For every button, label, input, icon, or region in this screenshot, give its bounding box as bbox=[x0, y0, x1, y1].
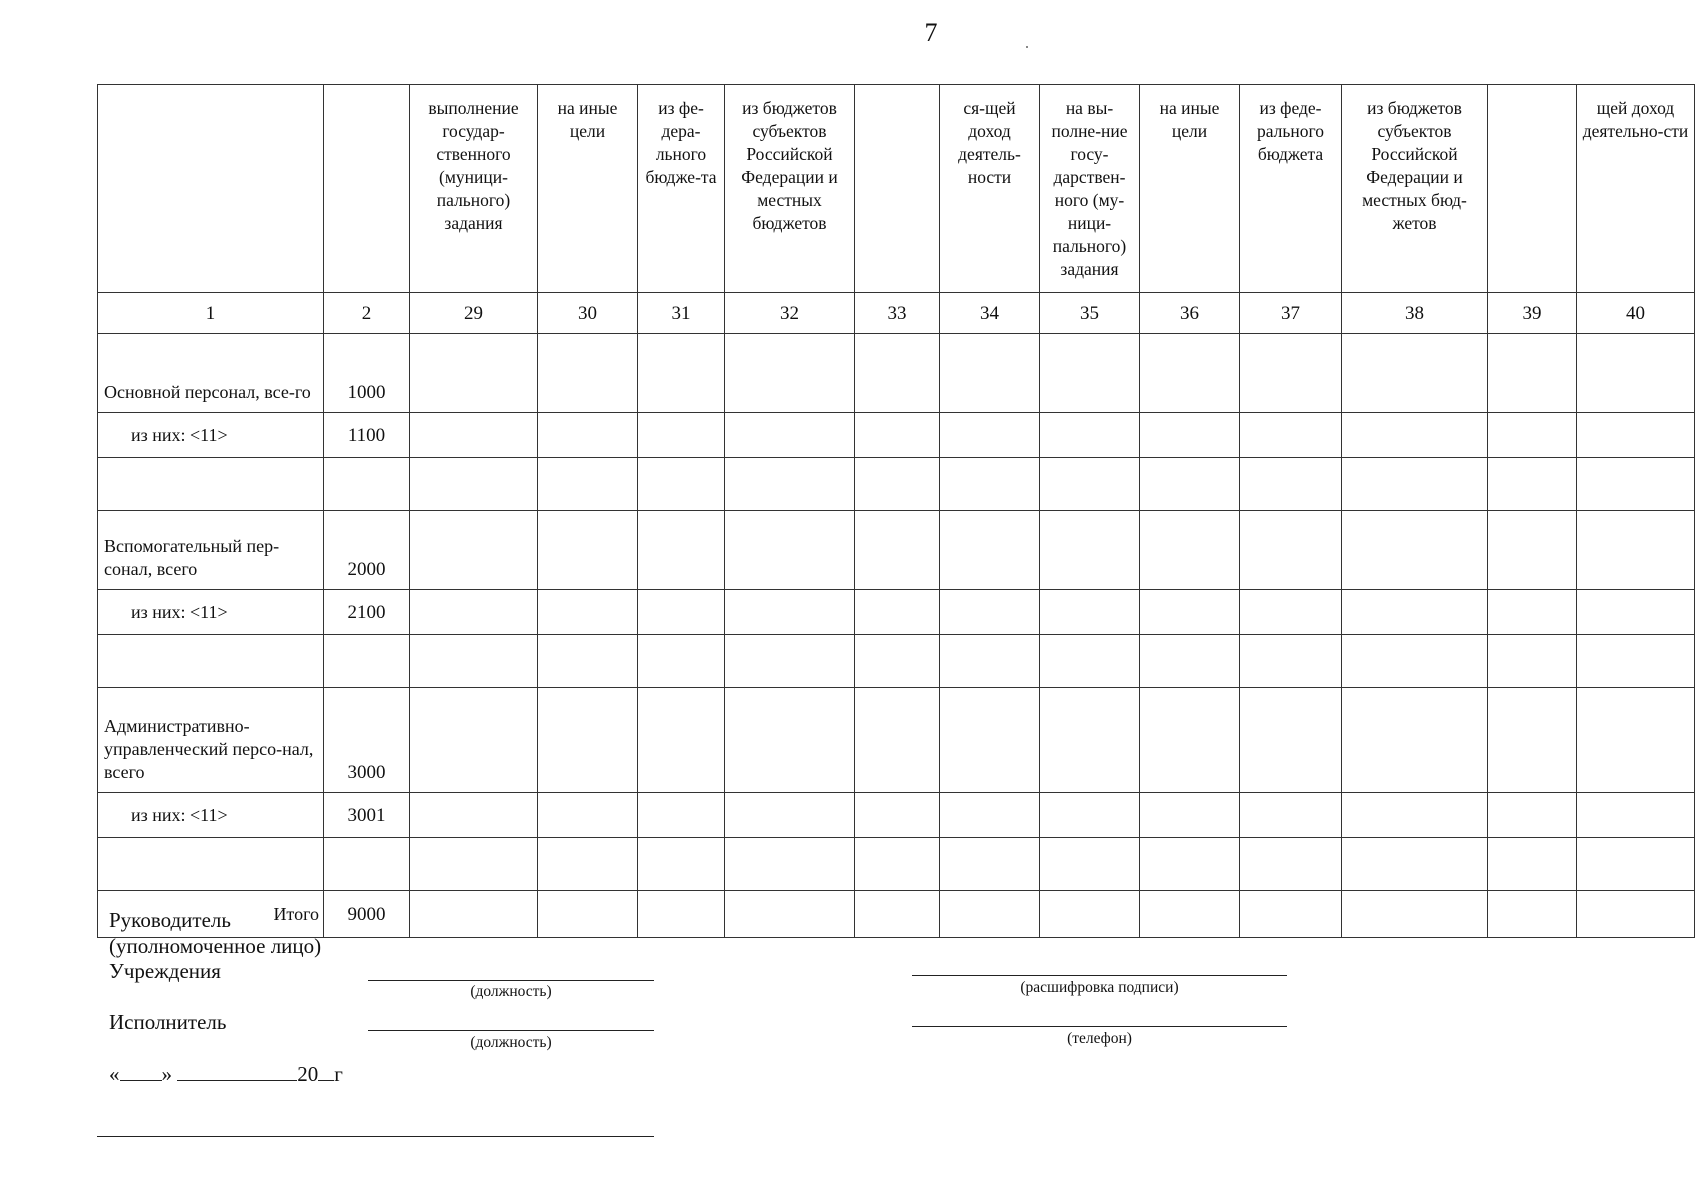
table-cell[interactable] bbox=[855, 635, 940, 688]
row-label bbox=[98, 838, 324, 891]
header-cell: выполнение государ-ственного (муници-пального) задания bbox=[410, 85, 538, 293]
table-cell[interactable] bbox=[1577, 413, 1695, 458]
table-cell[interactable] bbox=[638, 891, 725, 938]
table-cell[interactable] bbox=[1577, 511, 1695, 590]
table-cell[interactable] bbox=[410, 334, 538, 413]
table-cell[interactable] bbox=[1040, 793, 1140, 838]
table-cell[interactable] bbox=[410, 511, 538, 590]
row-label bbox=[98, 635, 324, 688]
header-cell bbox=[1488, 85, 1577, 293]
table-cell[interactable] bbox=[1577, 334, 1695, 413]
table-cell[interactable] bbox=[1140, 458, 1240, 511]
row-code: 3000 bbox=[324, 688, 410, 793]
table-cell[interactable] bbox=[1488, 590, 1577, 635]
column-number: 39 bbox=[1488, 293, 1577, 334]
header-cell: щей доход деятельно-сти bbox=[1577, 85, 1695, 293]
table-row bbox=[98, 413, 1695, 458]
row-label: из них: <11> bbox=[98, 590, 324, 635]
column-number: 34 bbox=[940, 293, 1040, 334]
table-cell[interactable] bbox=[1240, 688, 1342, 793]
table-cell[interactable] bbox=[1488, 891, 1577, 938]
position-signature-line[interactable] bbox=[368, 980, 654, 981]
table-cell[interactable] bbox=[1488, 635, 1577, 688]
table-cell[interactable] bbox=[1577, 688, 1695, 793]
table-cell[interactable] bbox=[940, 891, 1040, 938]
table-cell[interactable] bbox=[1240, 590, 1342, 635]
table-cell[interactable] bbox=[725, 511, 855, 590]
table-cell[interactable] bbox=[538, 793, 638, 838]
table-cell[interactable] bbox=[1140, 838, 1240, 891]
signature-decoding-line[interactable] bbox=[912, 975, 1287, 976]
table-cell[interactable] bbox=[538, 413, 638, 458]
table-cell[interactable] bbox=[1140, 891, 1240, 938]
column-number: 2 bbox=[324, 293, 410, 334]
table-cell[interactable] bbox=[1240, 793, 1342, 838]
table-cell[interactable] bbox=[1240, 458, 1342, 511]
table-cell[interactable] bbox=[1488, 458, 1577, 511]
total-label: Итого bbox=[98, 891, 324, 938]
row-code bbox=[324, 838, 410, 891]
table-cell[interactable] bbox=[725, 590, 855, 635]
table-cell[interactable] bbox=[940, 590, 1040, 635]
table-row bbox=[98, 688, 1695, 793]
row-label: Основной персонал, все-го bbox=[98, 334, 324, 413]
table-cell[interactable] bbox=[1488, 413, 1577, 458]
table-cell[interactable] bbox=[940, 511, 1040, 590]
row-code: 1000 bbox=[324, 334, 410, 413]
day-blank[interactable] bbox=[120, 1062, 162, 1081]
row-label: Административно-управленческий персо-нал, всего bbox=[98, 688, 324, 793]
page-number: 7 bbox=[924, 18, 938, 47]
table-row bbox=[98, 838, 1695, 891]
header-cell: из бюджетов субъектов Российской Федерации и местных бюджетов bbox=[725, 85, 855, 293]
bottom-rule bbox=[97, 1136, 654, 1137]
header-cell: из феде-рального бюджета bbox=[1240, 85, 1342, 293]
table-cell[interactable] bbox=[855, 334, 940, 413]
row-label: из них: <11> bbox=[98, 413, 324, 458]
row-code: 3001 bbox=[324, 793, 410, 838]
column-number: 37 bbox=[1240, 293, 1342, 334]
table-cell[interactable] bbox=[1488, 334, 1577, 413]
table-cell[interactable] bbox=[855, 590, 940, 635]
table-cell[interactable] bbox=[638, 413, 725, 458]
table-cell[interactable] bbox=[538, 688, 638, 793]
table-cell[interactable] bbox=[940, 458, 1040, 511]
table-cell[interactable] bbox=[1577, 458, 1695, 511]
table-cell[interactable] bbox=[855, 838, 940, 891]
scan-speck bbox=[1026, 46, 1028, 48]
executor-position-caption: (должность) bbox=[470, 1034, 552, 1051]
table-cell[interactable] bbox=[725, 891, 855, 938]
table-cell[interactable] bbox=[1140, 413, 1240, 458]
head-label-line3: Учреждения bbox=[109, 959, 221, 983]
table-cell[interactable] bbox=[638, 793, 725, 838]
table-cell[interactable] bbox=[1140, 635, 1240, 688]
table-row bbox=[98, 334, 1695, 413]
table-cell[interactable] bbox=[1040, 838, 1140, 891]
month-blank[interactable] bbox=[177, 1062, 297, 1081]
table-cell[interactable] bbox=[1040, 688, 1140, 793]
head-label-line1: Руководитель bbox=[109, 908, 231, 932]
table-cell[interactable] bbox=[410, 793, 538, 838]
date-open-quote: « bbox=[109, 1062, 120, 1086]
header-cell: из бюджетов субъектов Российской Федерации и местных бюд-жетов bbox=[1342, 85, 1488, 293]
table-cell[interactable] bbox=[1488, 511, 1577, 590]
table-cell[interactable] bbox=[1040, 891, 1140, 938]
table-row bbox=[98, 793, 1695, 838]
table-cell[interactable] bbox=[1040, 334, 1140, 413]
table-row bbox=[98, 458, 1695, 511]
column-number: 36 bbox=[1140, 293, 1240, 334]
table-cell[interactable] bbox=[725, 688, 855, 793]
column-number-row bbox=[98, 293, 1695, 334]
table-cell[interactable] bbox=[638, 458, 725, 511]
table-cell[interactable] bbox=[1140, 793, 1240, 838]
table-row bbox=[98, 590, 1695, 635]
total-row bbox=[98, 891, 1695, 938]
table-cell[interactable] bbox=[1488, 838, 1577, 891]
table-cell[interactable] bbox=[1240, 511, 1342, 590]
table-cell[interactable] bbox=[638, 838, 725, 891]
table-cell[interactable] bbox=[1140, 590, 1240, 635]
table-cell[interactable] bbox=[538, 511, 638, 590]
column-number: 32 bbox=[725, 293, 855, 334]
table-cell[interactable] bbox=[1040, 635, 1140, 688]
table-cell[interactable] bbox=[1240, 334, 1342, 413]
table-cell[interactable] bbox=[855, 413, 940, 458]
table-cell[interactable] bbox=[725, 793, 855, 838]
table-cell[interactable] bbox=[940, 635, 1040, 688]
header-cell: ся-щей доход деятель-ности bbox=[940, 85, 1040, 293]
table-cell[interactable] bbox=[538, 635, 638, 688]
row-label: Вспомогательный пер-сонал, всего bbox=[98, 511, 324, 590]
table-cell[interactable] bbox=[1040, 458, 1140, 511]
table-cell[interactable] bbox=[1488, 793, 1577, 838]
table-cell[interactable] bbox=[410, 688, 538, 793]
table-cell[interactable] bbox=[940, 838, 1040, 891]
table-cell[interactable] bbox=[410, 458, 538, 511]
date-field[interactable] bbox=[109, 1062, 343, 1087]
signature-decoding-caption: (расшифровка подписи) bbox=[1020, 979, 1179, 996]
row-code bbox=[324, 635, 410, 688]
table-cell[interactable] bbox=[725, 413, 855, 458]
table-cell[interactable] bbox=[1577, 891, 1695, 938]
header-cell bbox=[98, 85, 324, 293]
table-cell[interactable] bbox=[1577, 635, 1695, 688]
table-cell[interactable] bbox=[538, 590, 638, 635]
table-cell[interactable] bbox=[1577, 793, 1695, 838]
table-cell[interactable] bbox=[1342, 413, 1488, 458]
table-cell[interactable] bbox=[1240, 891, 1342, 938]
table-cell[interactable] bbox=[855, 511, 940, 590]
table-cell[interactable] bbox=[1040, 413, 1140, 458]
table-cell[interactable] bbox=[1342, 688, 1488, 793]
table-cell[interactable] bbox=[940, 334, 1040, 413]
header-row bbox=[98, 85, 1695, 293]
date-year: 20 bbox=[297, 1062, 319, 1086]
table-cell[interactable] bbox=[410, 635, 538, 688]
head-label-line2: (уполномоченное лицо) bbox=[109, 934, 322, 958]
row-code: 2000 bbox=[324, 511, 410, 590]
table-cell[interactable] bbox=[1342, 458, 1488, 511]
column-number: 40 bbox=[1577, 293, 1695, 334]
table-cell[interactable] bbox=[1040, 590, 1140, 635]
column-number: 30 bbox=[538, 293, 638, 334]
table-cell[interactable] bbox=[940, 688, 1040, 793]
table-cell[interactable] bbox=[940, 413, 1040, 458]
row-code bbox=[324, 458, 410, 511]
table-cell[interactable] bbox=[1240, 413, 1342, 458]
position-caption: (должность) bbox=[470, 983, 552, 1000]
table-cell[interactable] bbox=[1488, 688, 1577, 793]
table-cell[interactable] bbox=[1342, 635, 1488, 688]
row-code: 1100 bbox=[324, 413, 410, 458]
table-cell[interactable] bbox=[1577, 590, 1695, 635]
year-blank[interactable] bbox=[318, 1062, 334, 1081]
executor-label: Исполнитель bbox=[109, 1010, 227, 1034]
column-number: 31 bbox=[638, 293, 725, 334]
table-cell[interactable] bbox=[638, 688, 725, 793]
table-cell[interactable] bbox=[410, 590, 538, 635]
table-cell[interactable] bbox=[855, 688, 940, 793]
table-cell[interactable] bbox=[638, 334, 725, 413]
row-label bbox=[98, 458, 324, 511]
table-cell[interactable] bbox=[538, 334, 638, 413]
table-cell[interactable] bbox=[1040, 511, 1140, 590]
column-number: 35 bbox=[1040, 293, 1140, 334]
header-cell: на иные цели bbox=[1140, 85, 1240, 293]
table-cell[interactable] bbox=[1342, 511, 1488, 590]
table-cell[interactable] bbox=[855, 891, 940, 938]
table-cell[interactable] bbox=[1342, 891, 1488, 938]
header-cell: на иные цели bbox=[538, 85, 638, 293]
table-cell[interactable] bbox=[1577, 838, 1695, 891]
table-cell[interactable] bbox=[1140, 688, 1240, 793]
table-cell[interactable] bbox=[1240, 838, 1342, 891]
table-cell[interactable] bbox=[725, 635, 855, 688]
staff-table bbox=[97, 84, 1695, 938]
table-row bbox=[98, 511, 1695, 590]
table-cell[interactable] bbox=[855, 458, 940, 511]
table-cell[interactable] bbox=[1342, 590, 1488, 635]
column-number: 29 bbox=[410, 293, 538, 334]
table-cell[interactable] bbox=[638, 511, 725, 590]
table-cell[interactable] bbox=[725, 838, 855, 891]
table-cell[interactable] bbox=[538, 838, 638, 891]
table-cell[interactable] bbox=[940, 793, 1040, 838]
table-cell[interactable] bbox=[855, 793, 940, 838]
header-cell bbox=[324, 85, 410, 293]
table-cell[interactable] bbox=[1342, 334, 1488, 413]
header-cell bbox=[855, 85, 940, 293]
total-code: 9000 bbox=[324, 891, 410, 938]
row-label: из них: <11> bbox=[98, 793, 324, 838]
header-cell: на вы-полне-ние госу-дарствен-ного (му-ници-пального) задания bbox=[1040, 85, 1140, 293]
column-number: 33 bbox=[855, 293, 940, 334]
table-cell[interactable] bbox=[1342, 838, 1488, 891]
table-cell[interactable] bbox=[1240, 635, 1342, 688]
table-cell[interactable] bbox=[1342, 793, 1488, 838]
table-cell[interactable] bbox=[410, 838, 538, 891]
table-cell[interactable] bbox=[638, 635, 725, 688]
table-cell[interactable] bbox=[725, 458, 855, 511]
column-number: 38 bbox=[1342, 293, 1488, 334]
table-cell[interactable] bbox=[725, 334, 855, 413]
table-cell[interactable] bbox=[538, 458, 638, 511]
phone-line[interactable] bbox=[912, 1026, 1287, 1027]
table-row bbox=[98, 635, 1695, 688]
date-suffix: г bbox=[334, 1062, 343, 1086]
table-cell[interactable] bbox=[1140, 334, 1240, 413]
header-cell: из фе-дера-льного бюдже-та bbox=[638, 85, 725, 293]
column-number: 1 bbox=[98, 293, 324, 334]
table-cell[interactable] bbox=[538, 891, 638, 938]
table-cell[interactable] bbox=[410, 891, 538, 938]
table-cell[interactable] bbox=[638, 590, 725, 635]
table-cell[interactable] bbox=[1140, 511, 1240, 590]
row-code: 2100 bbox=[324, 590, 410, 635]
table-cell[interactable] bbox=[410, 413, 538, 458]
date-close-quote: » bbox=[161, 1062, 172, 1086]
executor-position-line[interactable] bbox=[368, 1030, 654, 1031]
phone-caption: (телефон) bbox=[1067, 1030, 1132, 1047]
